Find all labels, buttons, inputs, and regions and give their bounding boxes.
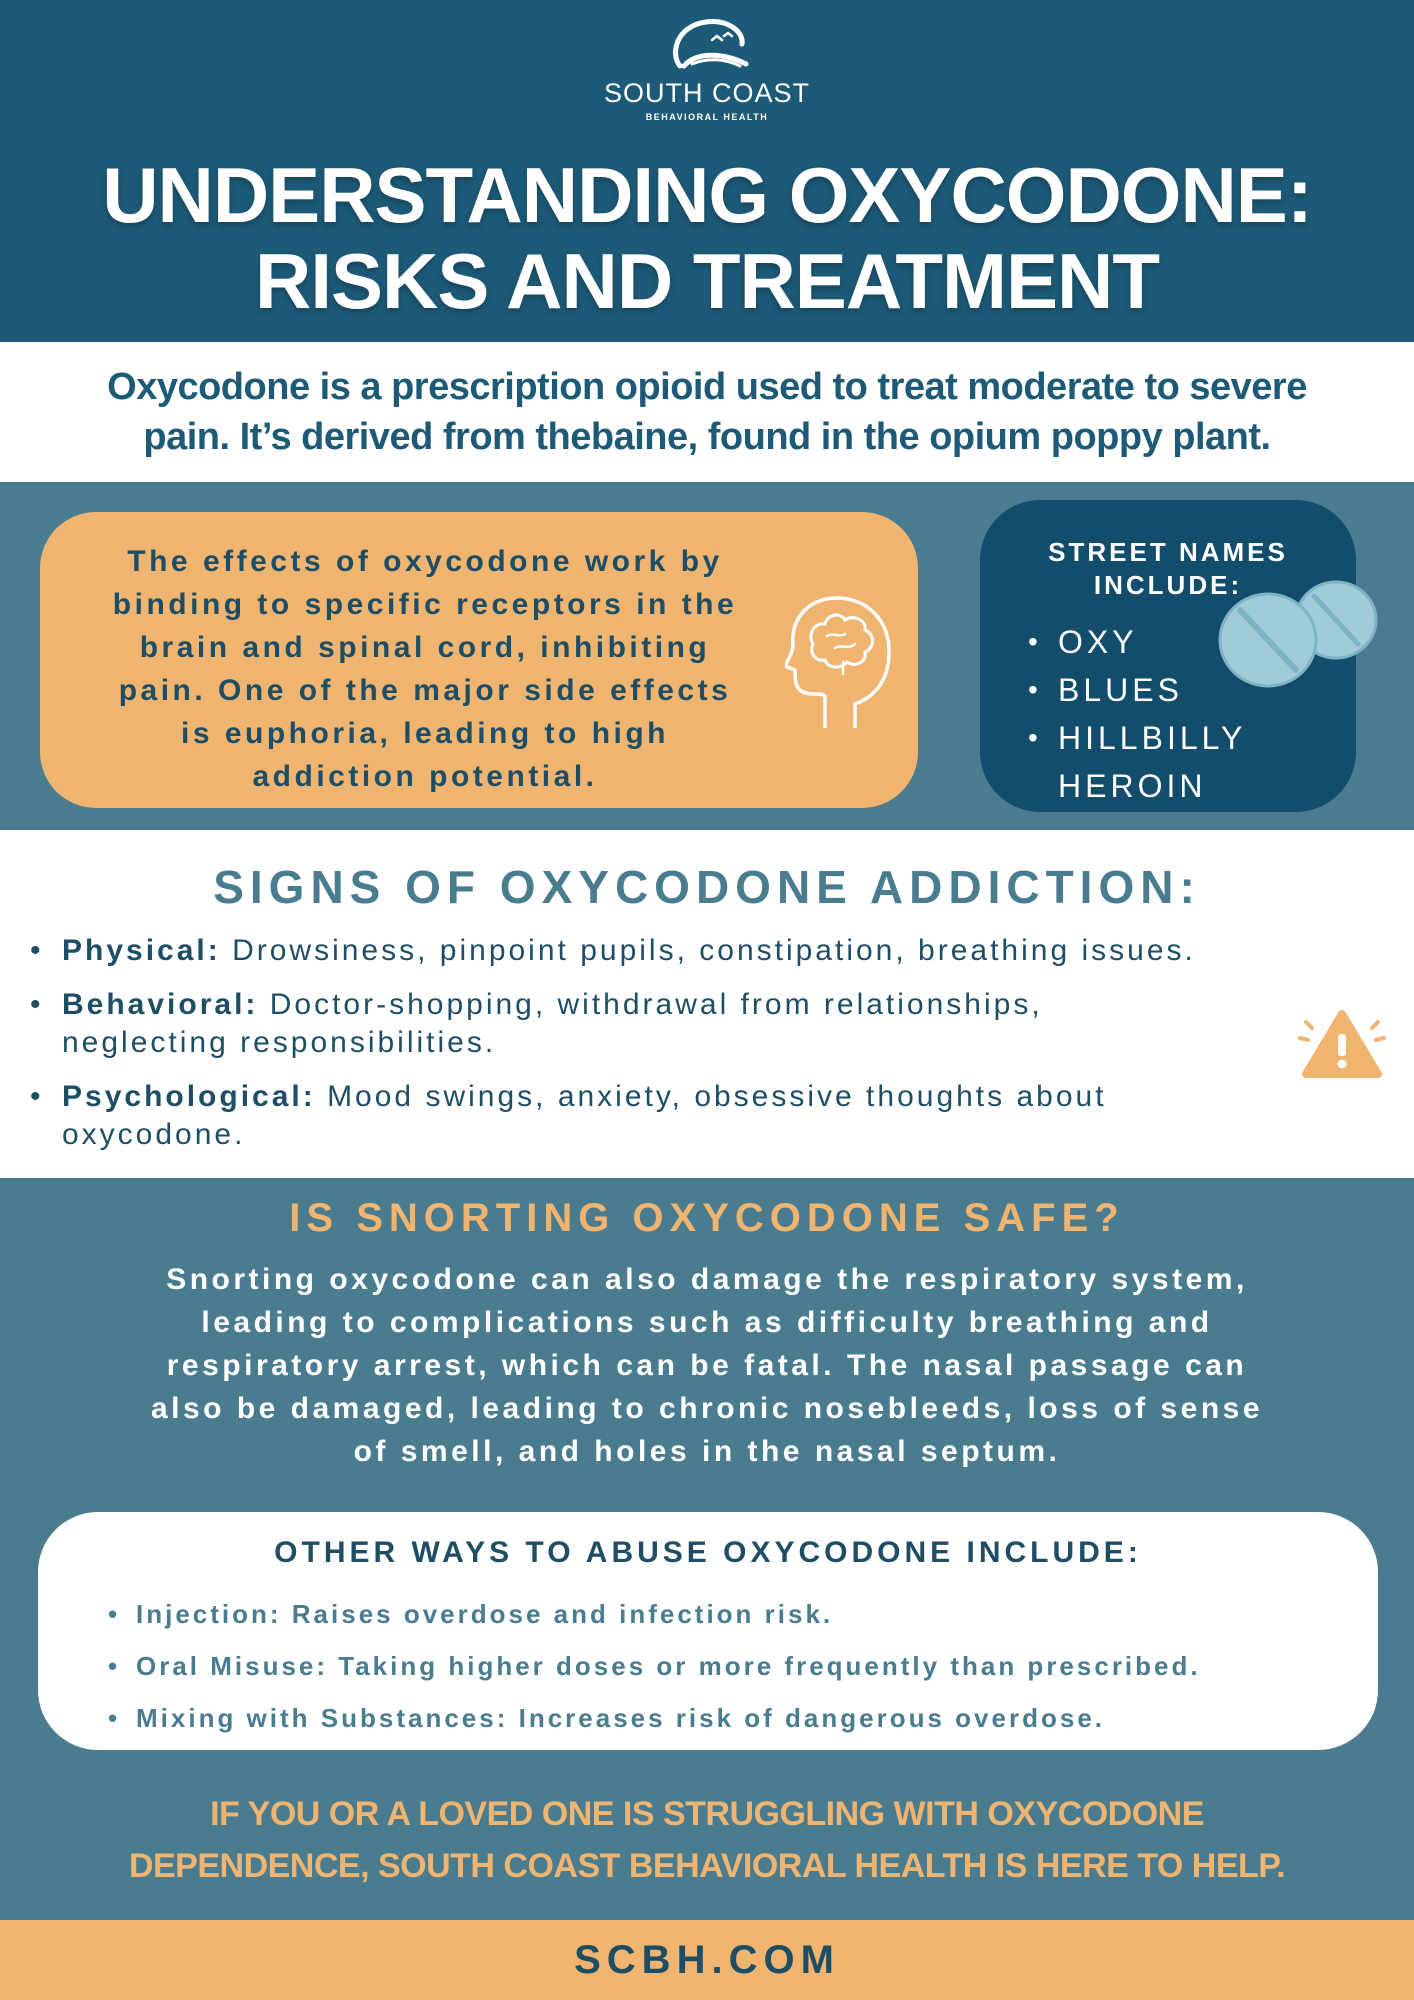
street-name-item: HEROIN xyxy=(1058,768,1207,804)
street-title-line-1: STREET NAMES xyxy=(1048,537,1288,567)
snorting-band xyxy=(0,1178,1414,1920)
page-title xyxy=(0,152,1414,324)
effects-line: binding to specific receptors in the xyxy=(112,588,738,621)
sign-label: Behavioral: xyxy=(62,988,259,1021)
effects-line: The effects of oxycodone work by xyxy=(127,545,723,578)
effects-line: pain. One of the major side effects xyxy=(118,674,732,707)
title-line-2: RISKS AND TREATMENT xyxy=(255,237,1159,325)
snorting-line: respiratory arrest, which can be fatal. The nasal passage can xyxy=(166,1349,1248,1382)
effects-line: addiction potential. xyxy=(252,760,598,793)
help-line-2: DEPENDENCE, SOUTH COAST BEHAVIORAL HEALTH IS HERE TO HELP. xyxy=(128,1847,1286,1885)
intro-line-1: Oxycodone is a prescription opioid used to treat moderate to severe xyxy=(107,366,1307,408)
street-title-line-2: INCLUDE: xyxy=(1093,570,1243,600)
other-ways-list xyxy=(136,1588,1201,1744)
sign-label: Psychological: xyxy=(62,1080,316,1113)
warning-icon xyxy=(1296,1002,1388,1082)
street-name-item: • OXY xyxy=(1058,618,1246,666)
wave-bird-logo-icon xyxy=(662,14,752,74)
effects-card xyxy=(40,512,918,808)
intro-line-2: pain. It’s derived from thebaine, found in the opium poppy plant. xyxy=(143,416,1271,458)
other-ways-card xyxy=(38,1512,1378,1750)
signs-section xyxy=(0,830,1414,1178)
header-banner xyxy=(0,0,1414,342)
sign-text: Doctor-shopping, withdrawal from relationships, xyxy=(258,988,1043,1021)
sign-text-continued: neglecting responsibilities. xyxy=(62,1026,497,1059)
sign-item-psychological xyxy=(62,1078,1402,1154)
street-name-item: • HILLBILLY xyxy=(1058,714,1246,762)
logo xyxy=(0,14,1414,122)
logo-name: SOUTH COAST xyxy=(603,78,810,108)
snorting-line: leading to complications such as difficulty breathing and xyxy=(201,1306,1213,1339)
snorting-title: IS SNORTING OXYCODONE SAFE? xyxy=(289,1196,1125,1240)
other-ways-title: OTHER WAYS TO ABUSE OXYCODONE INCLUDE: xyxy=(274,1536,1142,1569)
sign-text: Mood swings, anxiety, obsessive thoughts about xyxy=(315,1080,1107,1113)
title-line-1: UNDERSTANDING OXYCODONE: xyxy=(102,151,1312,239)
other-way-item: • Injection: Raises overdose and infection risk. xyxy=(136,1588,1201,1640)
street-names-card xyxy=(980,500,1356,812)
footer xyxy=(0,1920,1414,2000)
sign-item-behavioral xyxy=(62,986,1402,1062)
effects-line: is euphoria, leading to high xyxy=(180,717,669,750)
sign-text: Drowsiness, pinpoint pupils, constipation, breathing issues. xyxy=(220,934,1196,967)
snorting-line: Snorting oxycodone can also damage the respiratory system, xyxy=(166,1263,1248,1296)
other-way-item: • Mixing with Substances: Increases risk of dangerous overdose. xyxy=(136,1692,1201,1744)
logo-subtitle: BEHAVIORAL HEALTH xyxy=(645,112,769,122)
signs-title: SIGNS OF OXYCODONE ADDICTION: xyxy=(213,861,1201,913)
sign-text-continued: oxycodone. xyxy=(62,1118,246,1151)
snorting-line: also be damaged, leading to chronic nosebleeds, loss of sense xyxy=(150,1392,1264,1425)
effects-band xyxy=(0,482,1414,830)
effects-line: brain and spinal cord, inhibiting xyxy=(139,631,711,664)
help-message xyxy=(0,1788,1414,1892)
effects-text xyxy=(60,540,790,798)
help-line-1: IF YOU OR A LOVED ONE IS STRUGGLING WITH OXYCODONE xyxy=(210,1795,1204,1833)
sign-label: Physical: xyxy=(62,934,221,967)
signs-list xyxy=(62,932,1402,1170)
pills-icon xyxy=(1218,580,1378,690)
street-name-item: • BLUES xyxy=(1058,666,1246,714)
website-link[interactable]: SCBH.COM xyxy=(574,1938,840,1982)
snorting-text xyxy=(60,1258,1354,1473)
sign-item-physical xyxy=(62,932,1402,970)
other-way-item: • Oral Misuse: Taking higher doses or more frequently than prescribed. xyxy=(136,1640,1201,1692)
snorting-line: of smell, and holes in the nasal septum. xyxy=(353,1435,1061,1468)
intro-section xyxy=(0,342,1414,482)
brain-head-icon xyxy=(785,592,895,732)
